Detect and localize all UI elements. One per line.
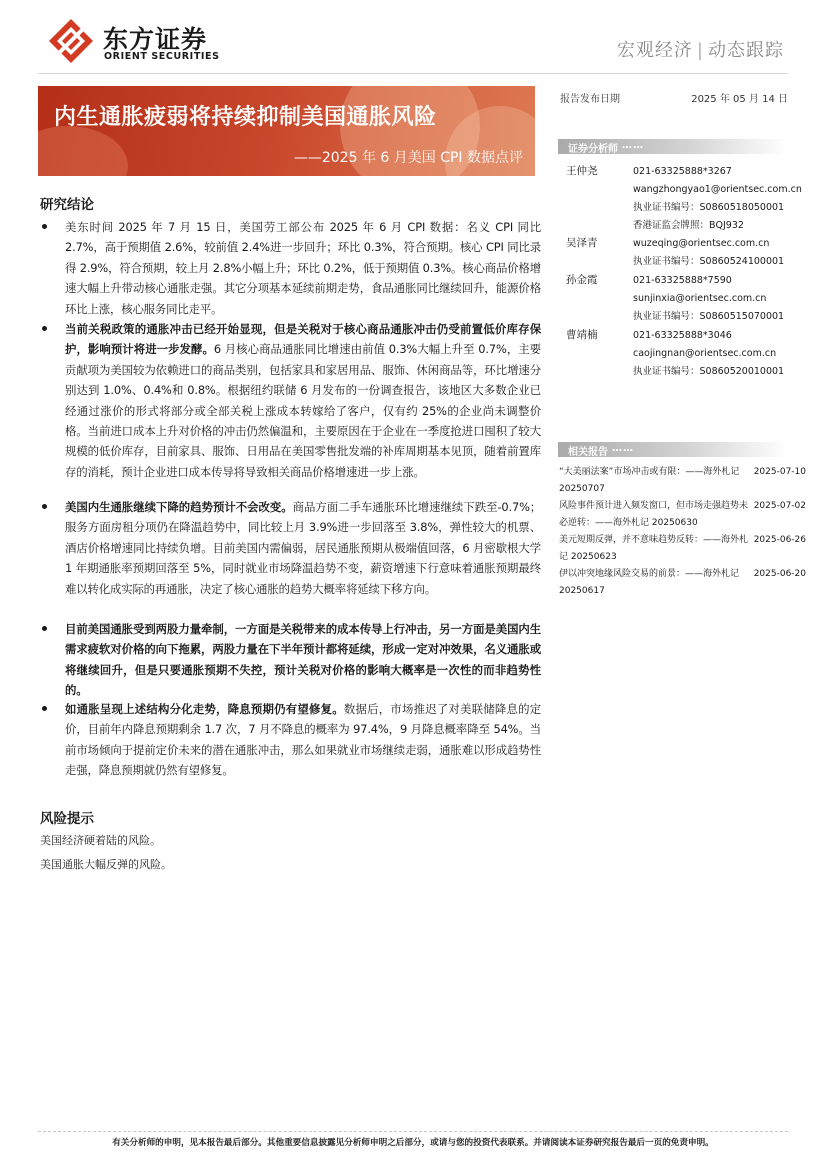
bullet-dot xyxy=(42,706,47,711)
bullet-lead: 当前关税政策的通胀冲击已经开始显现，但是关税对于核心商品通胀冲击仍受前置低价库存保护，影响预计将进一步发酵。 xyxy=(65,322,541,357)
bullet-lead: 美国内生通胀继续下降的趋势预计不会改变。 xyxy=(65,500,293,514)
analyst-email[interactable]: caojingnan@orientsec.com.cn xyxy=(633,348,777,359)
related-heading-dots: …… xyxy=(612,443,634,454)
report-subtitle: ——2025 年 6 月美国 CPI 数据点评 xyxy=(293,150,523,166)
related-report-title[interactable]: “大美丽法案”市场冲击或有限：——海外札记 20250707 xyxy=(559,467,740,494)
analyst-name: 王仲尧 xyxy=(566,165,598,177)
analyst-email[interactable]: wangzhongyao1@orientsec.com.cn xyxy=(633,184,802,195)
related-heading-bar xyxy=(558,442,788,457)
bullet-lead: 目前美国通胀受到两股力量牵制，一方面是关税带来的成本传导上行冲击，另一方面是美国内生需求疲软对价格的向下拖累，两股力量在下半年预计都将延续，形成一定对冲效果，名义通胀或将继续回升，但是只要通胀预期不失控，预计关税对价格的影响大概率是一次性的而非趋势性的。 xyxy=(65,622,541,698)
related-report-title[interactable]: 美元短期反弹，并不意味趋势反转：——海外札记 20250623 xyxy=(559,535,749,562)
report-title: 内生通胀疲弱将持续抑制美国通胀风险 xyxy=(54,105,437,130)
bullet-dot xyxy=(42,326,47,331)
report-category xyxy=(617,36,784,62)
bullet-text xyxy=(65,497,541,599)
orient-logo-icon xyxy=(48,18,94,64)
category-label: 宏观经济 xyxy=(616,40,693,61)
analyst-phone: 021-63325888*7590 xyxy=(633,275,732,286)
analyst-license: 执业证书编号：S0860518050001 xyxy=(633,202,785,213)
analysts-heading-dots: …… xyxy=(622,140,644,151)
analyst-email[interactable]: wuzeqing@orientsec.com.cn xyxy=(633,238,770,249)
logo-name-en: ORIENT SECURITIES xyxy=(104,51,220,62)
analyst-name: 孙金霞 xyxy=(566,274,598,286)
bullet-body: 商品方面二手车通胀环比增速继续下跌至-0.7%；服务方面房租分项仍在降温趋势中，同比较上月 3.9%进一步回落至 3.8%，弹性较大的机票、酒店价格增速同比持续负增。目前美国内需偏弱，居民通胀预期从极端值回落，6 月密歇根大学 1 年期通胀率预期回落至 5%，同时就业市场降温趋势不变，薪资增速下行意味着通胀预期最终难以转化成实际的再通胀，决定了核心通胀的趋势大概率将延续下移方向。 xyxy=(65,500,541,596)
logo-name-cn: 东方证券 xyxy=(103,25,208,54)
analyst-name: 吴泽青 xyxy=(566,237,598,249)
bullet-dot xyxy=(42,224,47,229)
bullet-dot xyxy=(42,626,47,631)
risk-item: 美国经济硬着陆的风险。 xyxy=(40,834,161,847)
analyst-license: 执业证书编号：S0860524100001 xyxy=(633,256,785,267)
company-logo xyxy=(48,18,223,66)
related-report-date: 2025-06-20 xyxy=(753,569,806,579)
bullet-dot xyxy=(42,504,47,509)
analyst-license: 执业证书编号：S0860515070001 xyxy=(633,311,785,322)
related-report-date: 2025-07-02 xyxy=(753,501,806,511)
footer-divider xyxy=(38,1131,788,1132)
header-divider xyxy=(38,73,788,74)
analysts-heading: 证券分析师 xyxy=(568,144,618,155)
related-report-date: 2025-06-26 xyxy=(753,535,806,545)
analyst-license: 执业证书编号：S0860520010001 xyxy=(633,366,785,377)
related-report-date: 2025-07-10 xyxy=(753,467,806,477)
related-heading: 相关报告 xyxy=(568,447,608,458)
bullet-body: 美东时间 2025 年 7 月 15 日，美国劳工部公布 2025 年 6 月 CPI 数据：名义 CPI 同比 2.7%，高于预期值 2.6%，较前值 2.4%进一步回升；环比 0.3%，符合预期。核心 CPI 同比录得 2.9%，符合预期，较上月 2.8%小幅上升；环比 0.2%，低于预期值 0.3%。核心商品价格增速大幅上升带动核心通胀走强。其它分项基本延续前期走势，食品通胀同比继续回升，能源价格环比上涨，核心服务同比走平。 xyxy=(65,220,541,316)
bullet-text xyxy=(65,217,541,319)
category-separator: | xyxy=(696,40,704,61)
bullet-body: 6 月核心商品通胀同比增速由前值 0.3%大幅上升至 0.7%，主要贡献项为美国较为依赖进口的商品类别，包括家具和家居用品、服饰、休闲商品等，环比增速分别达到 1.0%、0.4%和 0.8%。根据纽约联储 6 月发布的一份调查报告，该地区大多数企业已经通过涨价的形式将部分或全部关税上涨成本转嫁给了客户，仅有约 25%的企业尚未调整价格。当前进口成本上升对价格的冲击仍然偏温和，主要原因在于企业在一季度抢进口囤积了较大规模的低价库存，目前家具、服饰、日用品在美国零售批发端的补库周期基本见顶，随着前置库存的消耗，预计企业进口成本传导将导致相关商品价格增速进一步上涨。 xyxy=(65,342,541,479)
conclusion-heading: 研究结论 xyxy=(40,197,94,213)
bullet-lead: 如通胀呈现上述结构分化走势，降息预期仍有望修复。 xyxy=(65,702,344,716)
analyst-hk-license: 香港证监会牌照：BQJ932 xyxy=(633,220,744,231)
risk-item: 美国通胀大幅反弹的风险。 xyxy=(40,858,172,871)
bullet-text xyxy=(65,319,541,482)
bullet-text xyxy=(65,619,541,701)
analyst-email[interactable]: sunjinxia@orientsec.com.cn xyxy=(633,293,767,304)
report-date-label: 报告发布日期 xyxy=(560,94,620,105)
analysts-heading-bar xyxy=(558,139,788,154)
footer-disclaimer: 有关分析师的申明，见本报告最后部分。其他重要信息披露见分析师申明之后部分，或请与您的投资代表联系。并请阅读本证券研究报告最后一页的免责申明。 xyxy=(112,1138,714,1148)
title-banner xyxy=(38,86,535,176)
related-report-title[interactable]: 风险事件预计进入频发窗口，但市场走强趋势未必逆转：——海外札记 20250630 xyxy=(559,501,749,528)
analyst-phone: 021-63325888*3267 xyxy=(633,166,732,177)
analyst-phone: 021-63325888*3046 xyxy=(633,330,732,341)
report-date-value: 2025 年 05 月 14 日 xyxy=(691,94,788,105)
bullet-body: 数据后，市场推迟了对美联储降息的定价，目前年内降息预期剩余 1.7 次，7 月不降息的概率为 97.4%，9 月降息概率降至 54%。当前市场倾向于提前定价未来的潜在通胀冲击，那么如果就业市场继续走弱，通胀难以形成趋势性走强，降息预期就仍然有望修复。 xyxy=(65,702,542,778)
related-report-title[interactable]: 伊以冲突地缘风险交易的前景：——海外札记 20250617 xyxy=(559,569,740,596)
risk-heading: 风险提示 xyxy=(40,811,94,827)
analyst-name: 曹靖楠 xyxy=(566,329,598,341)
bullet-text xyxy=(65,699,541,781)
subcategory-label: 动态跟踪 xyxy=(708,40,784,61)
